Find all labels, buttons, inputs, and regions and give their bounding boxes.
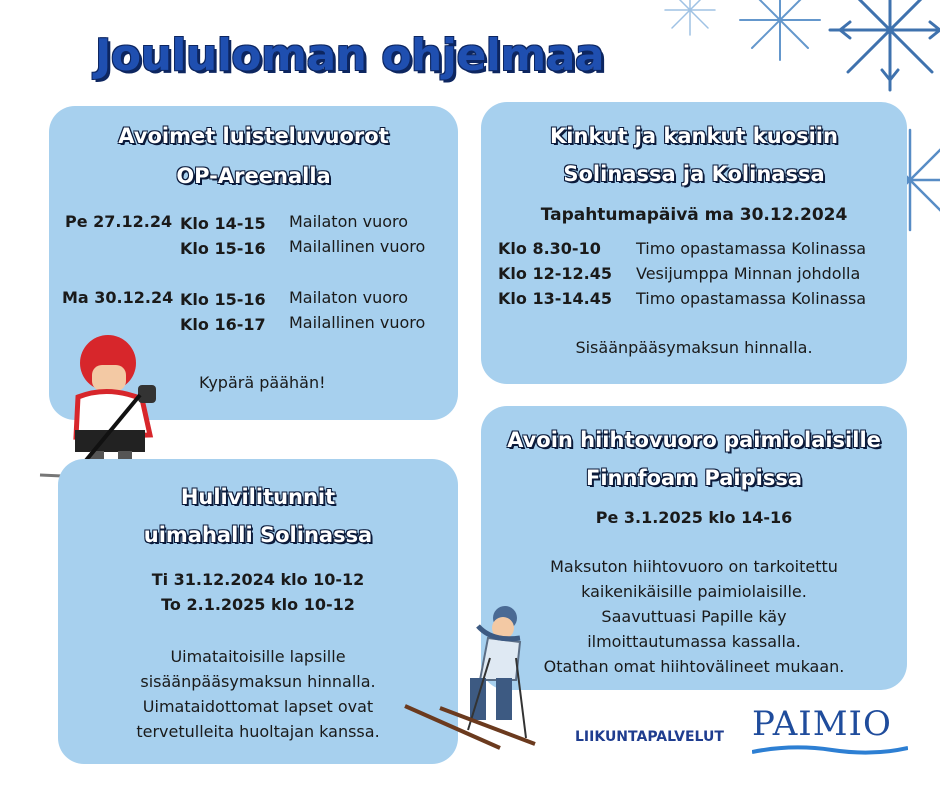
schedule-time: Klo 12-12.45 (498, 264, 612, 283)
schedule-time: Klo 13-14.45 (498, 289, 612, 308)
fitness-box (481, 102, 907, 384)
paimio-logo-text: PAIMIO (752, 704, 892, 744)
paimio-logo (752, 704, 908, 760)
schedule-time: Klo 8.30-10 (498, 239, 601, 258)
schedule-desc: Mailallinen vuoro (289, 313, 426, 332)
fitness-note: Sisäänpääsymaksun hinnalla. (575, 338, 813, 357)
schedule-desc: Vesijumppa Minnan johdolla (636, 264, 861, 283)
schedule-time: Klo 16-17 (180, 315, 266, 334)
department-label: LIIKUNTAPALVELUT (575, 729, 724, 745)
skiing-title-line2: Finnfoam Paipissa (586, 466, 802, 490)
ski-info-line: ilmoittautumassa kassalla. (587, 632, 801, 651)
swim-date: Ti 31.12.2024 klo 10-12 (151, 570, 365, 589)
schedule-desc: Mailallinen vuoro (289, 237, 426, 256)
swimming-box (58, 459, 458, 764)
fitness-title-line2: Solinassa ja Kolinassa (563, 162, 825, 186)
ski-info-line: Saavuttuasi Papille käy (601, 607, 787, 626)
swim-info-line: Uimataidottomat lapset ovat (142, 697, 374, 716)
swim-info-line: tervetulleita huoltajan kanssa. (136, 722, 380, 741)
skating-note: Kypärä päähän! (199, 373, 326, 392)
swimming-title-line2: uimahalli Solinassa (143, 523, 373, 547)
ski-info-line: kaikenikäisille paimiolaisille. (581, 582, 807, 601)
schedule-desc: Timo opastamassa Kolinassa (636, 289, 867, 308)
swim-info-line: sisäänpääsymaksun hinnalla. (140, 672, 376, 691)
ski-date: Pe 3.1.2025 klo 14-16 (595, 508, 793, 527)
swim-date: To 2.1.2025 klo 10-12 (161, 595, 355, 614)
swim-info-line: Uimataitoisille lapsille (170, 647, 346, 666)
schedule-desc: Timo opastamassa Kolinassa (636, 239, 867, 258)
schedule-desc: Mailaton vuoro (289, 212, 409, 231)
schedule-time: Klo 15-16 (180, 290, 266, 309)
skiing-box (481, 406, 907, 690)
schedule-time: Klo 14-15 (180, 214, 266, 233)
skier-illustration (400, 598, 540, 753)
skiing-title-line1: Avoin hiihtovuoro paimiolaisille (507, 428, 881, 452)
ski-info-line: Maksuton hiihtovuoro on tarkoitettu (550, 557, 838, 576)
schedule-desc: Mailaton vuoro (289, 288, 409, 307)
swimming-title-line1: Hulivilitunnit (180, 485, 336, 509)
ski-info-line: Otathan omat hiihtovälineet mukaan. (543, 657, 845, 676)
schedule-date: Ma 30.12.24 (62, 288, 174, 307)
schedule-date: Pe 27.12.24 (65, 212, 173, 231)
skating-title-line1: Avoimet luisteluvuorot (118, 124, 389, 148)
fitness-title-line1: Kinkut ja kankut kuosiin (550, 124, 838, 148)
event-date: Tapahtumapäivä ma 30.12.2024 (540, 205, 848, 225)
page-title: Joululoman ohjelmaa (95, 30, 605, 81)
schedule-time: Klo 15-16 (180, 239, 266, 258)
skating-title-line2: OP-Areenalla (176, 164, 331, 188)
logo-wave-icon (752, 744, 908, 758)
